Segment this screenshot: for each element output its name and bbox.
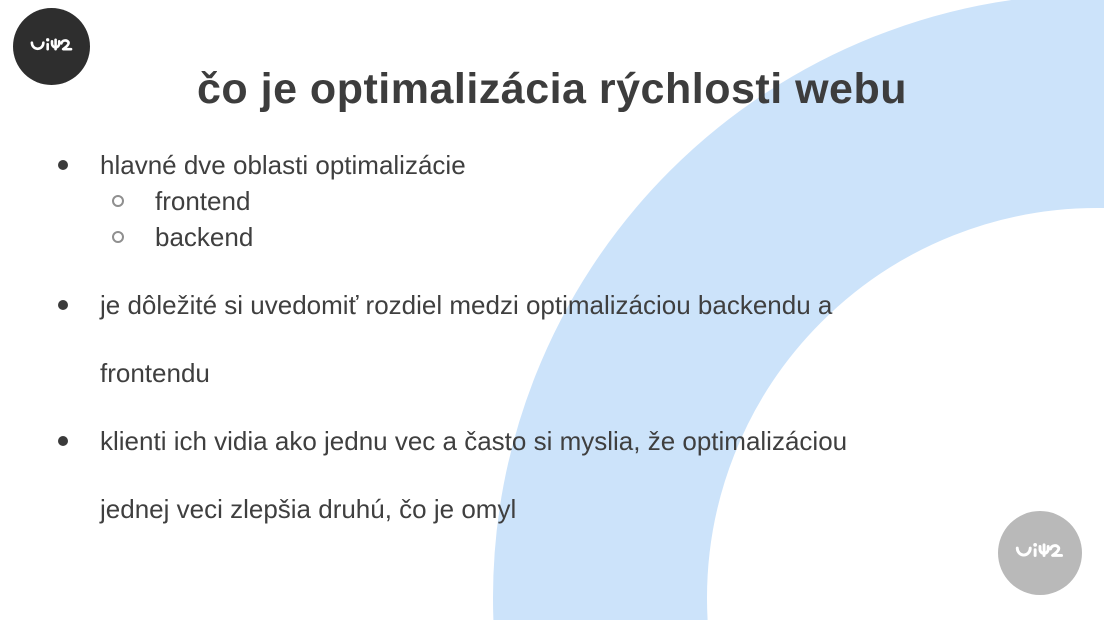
bullet-dot-icon — [58, 436, 68, 446]
bullet-item — [0, 287, 1060, 391]
bullet-line-continuation — [0, 355, 1060, 391]
bullet-dot-icon — [58, 300, 68, 310]
bullet-line — [0, 147, 1060, 183]
sub-bullet-text: backend — [155, 221, 254, 252]
bullet-dot-icon — [58, 160, 68, 170]
ui42-logo-icon — [29, 36, 75, 58]
bullet-line-continuation — [0, 491, 1060, 527]
slide-title: čo je optimalizácia rýchlosti webu — [197, 65, 907, 113]
bullet-item — [0, 423, 1060, 527]
sub-bullet-text: frontend — [155, 185, 251, 216]
sub-bullet-circle-icon — [112, 195, 124, 207]
bullet-list — [0, 147, 1060, 527]
sub-bullet-list — [0, 183, 1060, 255]
sub-bullet-item — [0, 219, 1060, 255]
brand-logo-top-left — [13, 8, 90, 85]
ui42-logo-icon — [1014, 541, 1066, 565]
bullet-line — [0, 287, 1060, 323]
sub-bullet-circle-icon — [112, 231, 124, 243]
bullet-item — [0, 147, 1060, 255]
bullet-text: je dôležité si uvedomiť rozdiel medzi optimalizáciou backendu a — [100, 289, 833, 320]
bullet-text: frontendu — [100, 357, 210, 388]
bullet-text: hlavné dve oblasti optimalizácie — [100, 149, 466, 180]
bullet-text: klienti ich vidia ako jednu vec a často si myslia, že optimalizáciou — [100, 425, 848, 456]
sub-bullet-item — [0, 183, 1060, 219]
bullet-text: jednej veci zlepšia druhú, čo je omyl — [100, 493, 517, 524]
bullet-line — [0, 423, 1060, 459]
brand-logo-bottom-right — [998, 511, 1082, 595]
